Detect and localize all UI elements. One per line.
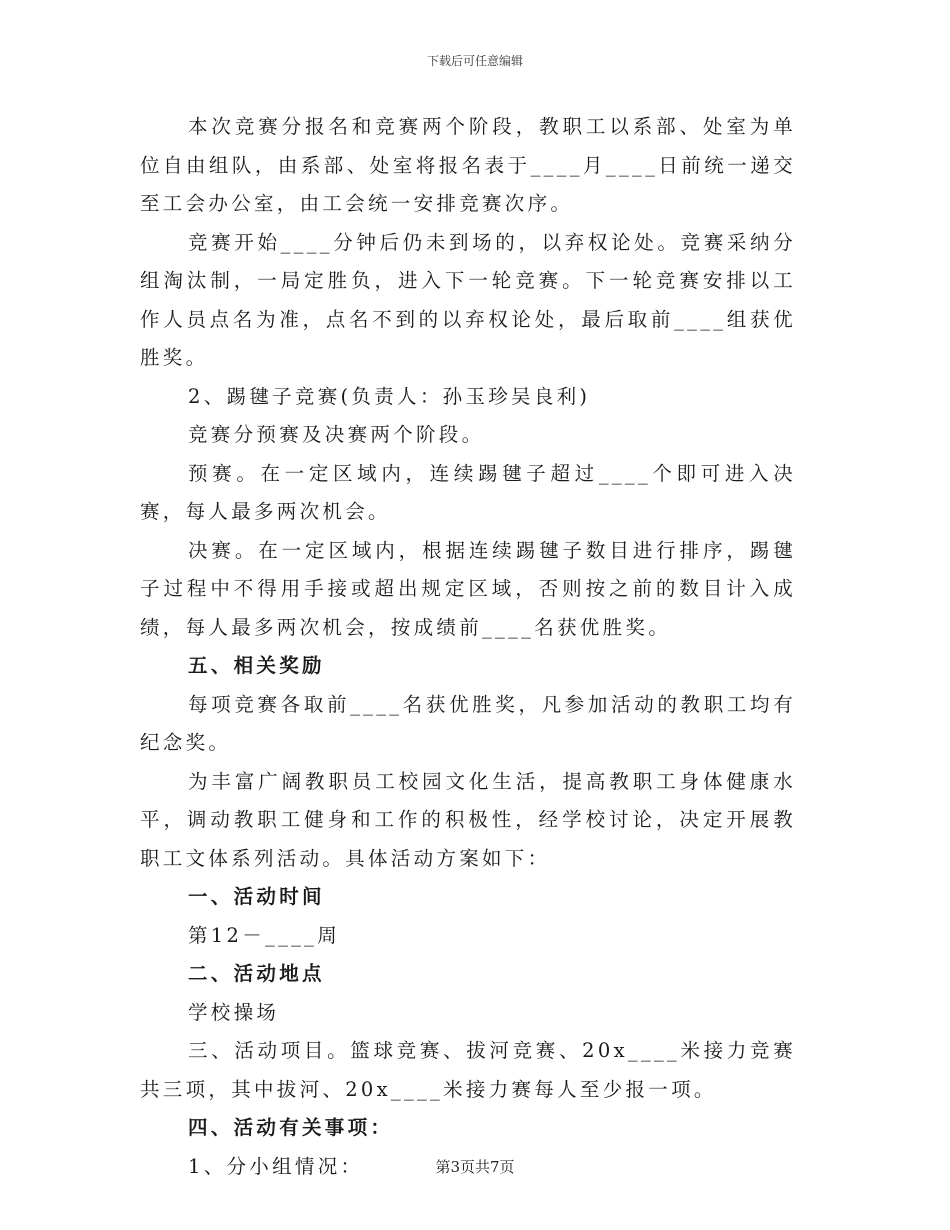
paragraph-time: 第12－____周 <box>188 923 341 947</box>
page-header: 下载后可任意编辑 <box>426 54 523 68</box>
paragraph-shuttlecock-stages: 竞赛分预赛及决赛两个阶段。 <box>188 423 485 446</box>
paragraph-final: 决赛。在一定区域内，根据连续踢毽子数目进行排序，踢毽子过程中不得用手接或超出规定区域，否则按之前的数目计入成绩，每人最多两次机会，按成绩前____名获优胜奖。 <box>140 538 796 639</box>
section-heading-awards: 五、相关奖励 <box>188 654 325 677</box>
paragraph-groups: 1、分小组情况： <box>188 1154 364 1178</box>
paragraph-location: 学校操场 <box>188 1000 280 1024</box>
paragraph-preliminary: 预赛。在一定区域内，连续踢毽子超过____个即可进入决赛，每人最多两次机会。 <box>140 461 796 523</box>
page-footer: 第3页共7页 <box>435 1158 515 1176</box>
paragraph-shuttlecock-heading: 2、踢毽子竞赛(负责人：孙玉珍吴良利) <box>188 384 591 408</box>
document-body <box>140 108 796 1186</box>
section-heading-matters: 四、活动有关事项： <box>188 1116 394 1139</box>
paragraph-registration: 本次竞赛分报名和竞赛两个阶段，教职工以系部、处室为单位自由组队，由系部、处室将报名表于____月____日前统一递交至工会办公室，由工会统一安排竞赛次序。 <box>140 115 796 215</box>
paragraph-awards: 每项竞赛各取前____名获优胜奖，凡参加活动的教职工均有纪念奖。 <box>140 692 796 754</box>
section-heading-location: 二、活动地点 <box>188 962 325 985</box>
paragraph-elimination-rules: 竞赛开始____分钟后仍未到场的，以弃权论处。竞赛采纳分组淘汰制，一局定胜负，进入下一轮竞赛。下一轮竞赛安排以工作人员点名为准，点名不到的以弃权论处，最后取前____组获优胜奖。 <box>140 230 796 369</box>
paragraph-events: 三、活动项目。篮球竞赛、拔河竞赛、20x____米接力竞赛共三项，其中拔河、20x____米接力赛每人至少报一项。 <box>140 1039 796 1101</box>
section-heading-time: 一、活动时间 <box>188 885 325 908</box>
paragraph-intro: 为丰富广阔教职员工校园文化生活，提高教职工身体健康水平，调动教职工健身和工作的积极性，经学校讨论，决定开展教职工文体系列活动。具体活动方案如下： <box>140 769 796 870</box>
